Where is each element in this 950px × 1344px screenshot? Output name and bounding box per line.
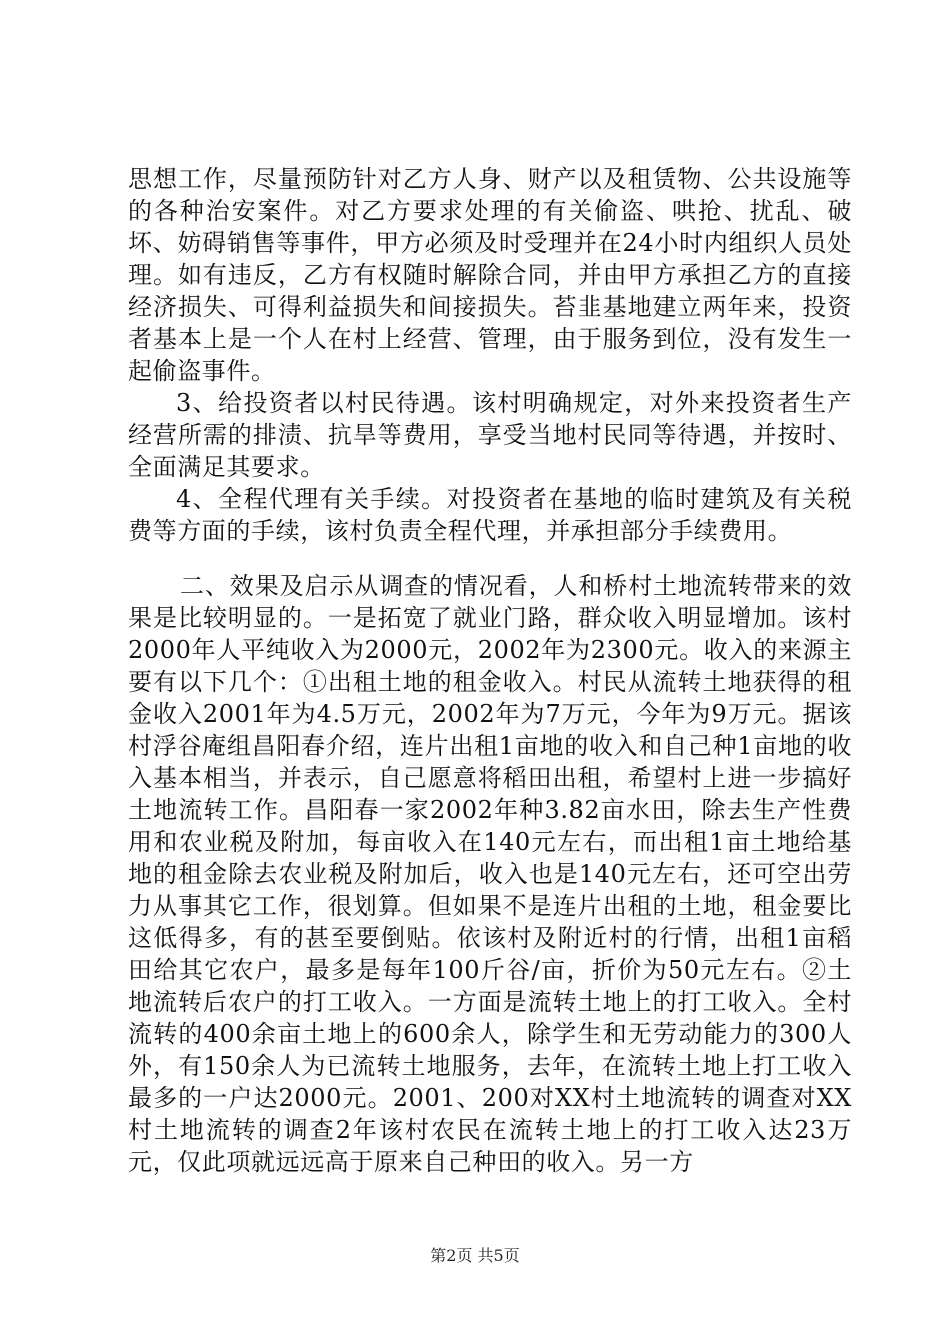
page-footer <box>0 1243 950 1266</box>
body-text-top <box>128 163 852 547</box>
paragraph-villager-treatment: 3、给投资者以村民待遇。该村明确规定，对外来投资者生产经营所需的排渍、抗旱等费用，享受当地村民同等待遇，并按时、全面满足其要求。 <box>128 389 852 481</box>
page-number-label: 第2页 共5页 <box>430 1246 520 1265</box>
paragraph-effects: 二、效果及启示从调查的情况看，人和桥村土地流转带来的效果是比较明显的。一是拓宽了就业门路，群众收入明显增加。该村2000年人平纯收入为2000元，2002年为2300元。收入的来源主要有以下几个：①出租土地的租金收入。村民从流转土地获得的租金收入2001年为4.5万元，2002年为7万元，今年为9万元。据该村浮谷庵组昌阳春介绍，连片出租1亩地的收入和自己种1亩地的收入基本相当，并表示，自己愿意将稻田出租，希望村上进一步搞好土地流转工作。昌阳春一家2002年种3.82亩水田，除去生产性费用和农业税及附加，每亩收入在140元左右，而出租1亩土地给基地的租金除去农业税及附加后，收入也是140元左右，还可空出劳力从事其它工作，很划算。但如果不是连片出租的土地，租金要比这低得多，有的甚至要倒贴。依该村及附近村的行情，出租1亩稻田给其它农户，最多是每年100斤谷/亩，折价为50元左右。②土地流转后农户的打工收入。一方面是流转土地上的打工收入。全村流转的400余亩土地上的600余人，除学生和无劳动能力的300人外，有150余人为已流转土地服务，去年，在流转土地上打工收入最多的一户达2000元。2001、200对XX村土地流转的调查对XX村土地流转的调查2年该村农民在流转土地上的打工收入达23万元，仅此项就远远高于原来自己种田的收入。另一方 <box>128 572 852 1176</box>
paragraph-full-agency: 4、全程代理有关手续。对投资者在基地的临时建筑及有关税费等方面的手续，该村负责全程代理，并承担部分手续费用。 <box>128 485 852 545</box>
paragraph-security: 思想工作，尽量预防针对乙方人身、财产以及租赁物、公共设施等的各种治安案件。对乙方要求处理的有关偷盗、哄抢、扰乱、破坏、妨碍销售等事件，甲方必须及时受理并在24小时内组织人员处理。如有违反，乙方有权随时解除合同，并由甲方承担乙方的直接经济损失、可得利益损失和间接损失。苔韭基地建立两年来，投资者基本上是一个人在村上经营、管理，由于服务到位，没有发生一起偷盗事件。 <box>128 165 852 385</box>
body-text-main <box>128 570 852 1178</box>
